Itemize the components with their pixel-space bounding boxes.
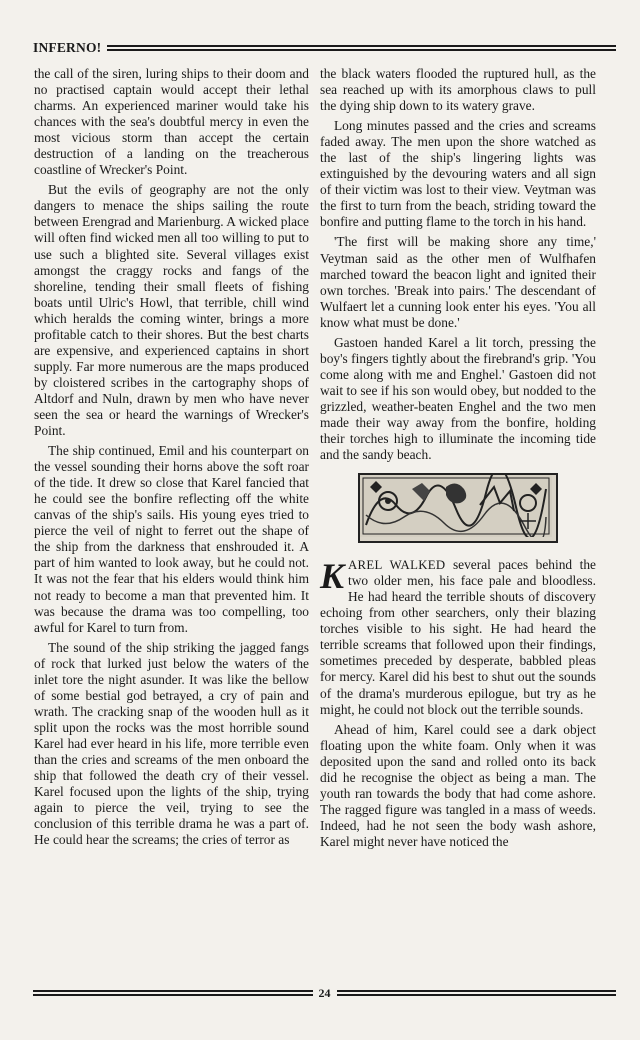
paragraph: 'The first will be making shore any time,' Veytman said as the other men of Wulfhafen marched toward the beacon light and ignited their own torches. 'Break into pairs.' The descendant of Wulfaert let a cunning look enter his eyes. 'You all know what must be done.' bbox=[320, 234, 596, 330]
paragraph: Ahead of him, Karel could see a dark object floating upon the white foam. Only when it was deposited upon the sand and rolled onto its back did he recognise the object as being a man. The youth ran towards the body that had come ashore. The ragged figure was tangled in a mass of weeds. Indeed, had he not seen the body wash ashore, Karel might never have noticed the bbox=[320, 721, 596, 849]
paragraph: the black waters flooded the ruptured hull, as the sea reached up with its amorphous claws to pull the dying ship down to its watery grave. bbox=[320, 66, 596, 114]
footer-rule-right bbox=[337, 990, 617, 997]
ornament-illustration-icon bbox=[360, 475, 552, 537]
footer-rule-left bbox=[33, 990, 313, 997]
paragraph: The ship continued, Emil and his counterpart on the vessel sounding their horns above the soft roar of the tide. It drew so close that Karel fancied that he could see the bonfire reflecting off the white canvas of the ship's sails. His young eyes tried to pierce the veil of night to ferret out the shape of the ship from the darkness that enshrouded it. A part of him wanted to look away, but he could not. It was not the fear that his elders would think him not ready to become a man that prevented him. It was because the drama was too compelling, too awful for Karel to turn from. bbox=[34, 443, 309, 635]
paragraph: the call of the siren, luring ships to their doom and no practised captain would accept their lethal charms. An experienced mariner would take his chances with the sea's doubtful mercy in even the most vicious storm than accept the certain destruction of a landing on the treacherous coastline of Wrecker's Point. bbox=[34, 66, 309, 178]
paragraph-text: several paces behind the two older men, his face pale and bloodless. He had heard the terrible shouts of discovery echoing from other searchers, only their blazing torches visible to his sight. He had heard the terrible screams that followed upon their findings, sometimes preceded by desperate, babbled pleas for mercy. Karel did his best to shut out the sounds of the drama's murderous epilogue, but try as he might, he could not block out the terrible sounds. bbox=[320, 557, 596, 717]
paragraph: Gastoen handed Karel a lit torch, pressing the boy's fingers tightly about the firebrand's grip. 'You come along with me and Enghel.' Gastoen did not wait to see if his son would obey, but nodded to the grizzled, weather-beaten Enghel and the two men made their way away from the bonfire, holding their torches high to illuminate the incoming tide and the sandy beach. bbox=[320, 334, 596, 463]
header-title: INFERNO! bbox=[33, 40, 102, 55]
section-opening-paragraph bbox=[320, 557, 596, 717]
lead-words: AREL WALKED bbox=[348, 558, 446, 573]
running-header bbox=[33, 38, 616, 58]
section-ornament bbox=[358, 473, 558, 543]
right-column bbox=[320, 66, 596, 854]
page-number: 24 bbox=[318, 985, 331, 1000]
paragraph: The sound of the ship striking the jagged fangs of rock that lurked just below the waters of the inlet tore the night asunder. It was like the bellow of some bestial god betrayed, a cry of pain and wrath. The cracking snap of the wooden hull as it split upon the rocks was the most horrible sound Karel had ever heard in his life, more terrible even than the cries and screams of the men onboard the ship that followed the death cry of their vessel. Karel focused upon the lights of the ship, trying again to pierce the veil, trying to see the conclusion of this terrible drama he was a part of. He could hear the screams; the cries of terror as bbox=[34, 639, 309, 848]
left-column bbox=[34, 66, 309, 852]
paragraph: Long minutes passed and the cries and screams faded away. The men upon the shore watched as the last of the ship's lingering lights was extinguished by the devouring waters and all sign of their victim was lost to their view. Veytman was the first to turn from the beach, striding toward the bonfire and putting flame to the torch in his hand. bbox=[320, 118, 596, 230]
paragraph: But the evils of geography are not the only dangers to menace the ships sailing the route between Erengrad and Marienburg. A wicked place will often find wicked men all too willing to put to use such a blighted site. Several villages exist amongst the craggy rocks and fangs of the shoreline, tending their small fleets of fishing boats until Ulric's Howl, that terrible, chill wind which heralds the coming winter, brings a more profitable catch to their shores. But the best charts are expensive, and experienced captains in short supply. Far more numerous are the maps produced by cloistered scribes in the cartography shops of Altdorf and Nuln, drawn by men who have never seen the sea or heard the warnings of Wrecker's Point. bbox=[34, 182, 309, 439]
page-footer bbox=[33, 986, 616, 1000]
drop-cap: K bbox=[320, 556, 345, 597]
header-rule bbox=[107, 45, 616, 52]
